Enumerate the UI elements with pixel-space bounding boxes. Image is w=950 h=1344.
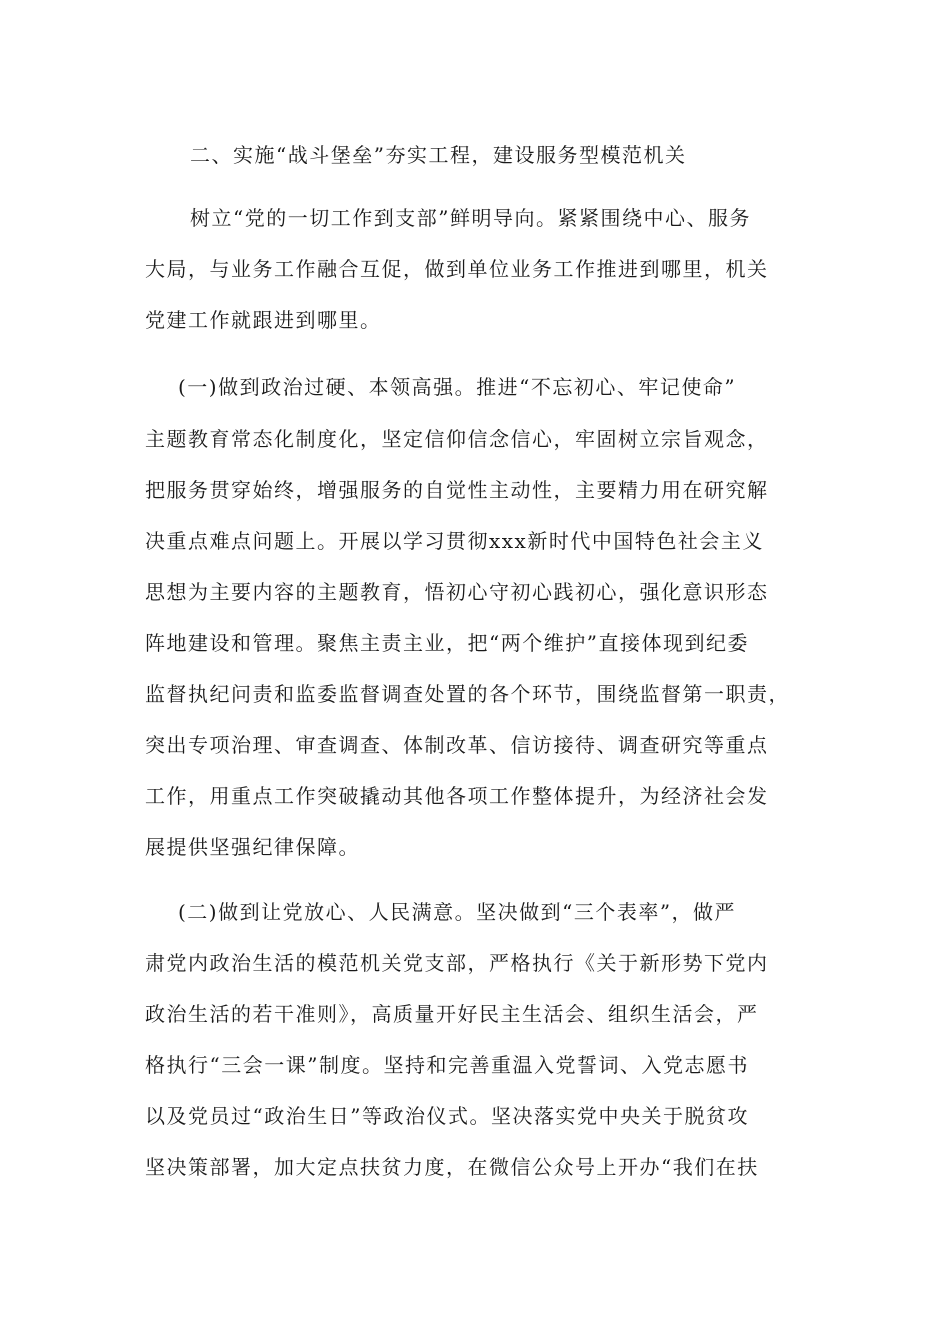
paragraph-3-line-1: (二)做到让党放心、人民满意。坚决做到“三个表率”，做严 (178, 900, 737, 924)
paragraph-2-line-8: 突出专项治理、审查调查、体制改革、信访接待、调查研究等重点 (145, 733, 769, 757)
paragraph-1-line-1: 树立“党的一切工作到支部”鲜明导向。紧紧围绕中心、服务 (190, 206, 751, 230)
paragraph-2-line-9: 工作，用重点工作突破撬动其他各项工作整体提升，为经济社会发 (145, 784, 769, 808)
paragraph-2-line-10: 展提供坚强纪律保障。 (145, 835, 360, 859)
paragraph-2-line-1: (一)做到政治过硬、本领高强。推进“不忘初心、牢记使命” (178, 375, 737, 399)
paragraph-3-line-3: 政治生活的若干准则》，高质量开好民主生活会、组织生活会，严 (145, 1002, 759, 1026)
section-heading: 二、实施“战斗堡垒”夯实工程，建设服务型模范机关 (190, 143, 687, 167)
paragraph-2-line-4: 决重点难点问题上。开展以学习贯彻xxx新时代中国特色社会主义 (145, 529, 764, 553)
paragraph-2-line-2: 主题教育常态化制度化，坚定信仰信念信心，牢固树立宗旨观念， (145, 427, 769, 451)
paragraph-1-line-3: 党建工作就跟进到哪里。 (145, 308, 382, 332)
paragraph-3-line-2: 肃党内政治生活的模范机关党支部，严格执行《关于新形势下党内 (145, 951, 769, 975)
paragraph-2-line-3: 把服务贯穿始终，增强服务的自觉性主动性，主要精力用在研究解 (145, 478, 769, 502)
paragraph-3-line-4: 格执行“三会一课”制度。坚持和完善重温入党誓词、入党志愿书 (145, 1053, 749, 1077)
paragraph-3-line-5: 以及党员过“政治生日”等政治仪式。坚决落实党中央关于脱贫攻 (145, 1104, 749, 1128)
paragraph-2-line-6: 阵地建设和管理。聚焦主责主业，把“两个维护”直接体现到纪委 (145, 631, 749, 655)
paragraph-2-line-5: 思想为主要内容的主题教育，悟初心守初心践初心，强化意识形态 (145, 580, 769, 604)
paragraph-1-line-2: 大局，与业务工作融合互促，做到单位业务工作推进到哪里，机关 (145, 257, 769, 281)
paragraph-2-line-7: 监督执纪问责和监委监督调查处置的各个环节，围绕监督第一职责， (145, 682, 790, 706)
paragraph-3-line-6: 坚决策部署，加大定点扶贫力度，在微信公众号上开办“我们在扶 (145, 1155, 759, 1179)
